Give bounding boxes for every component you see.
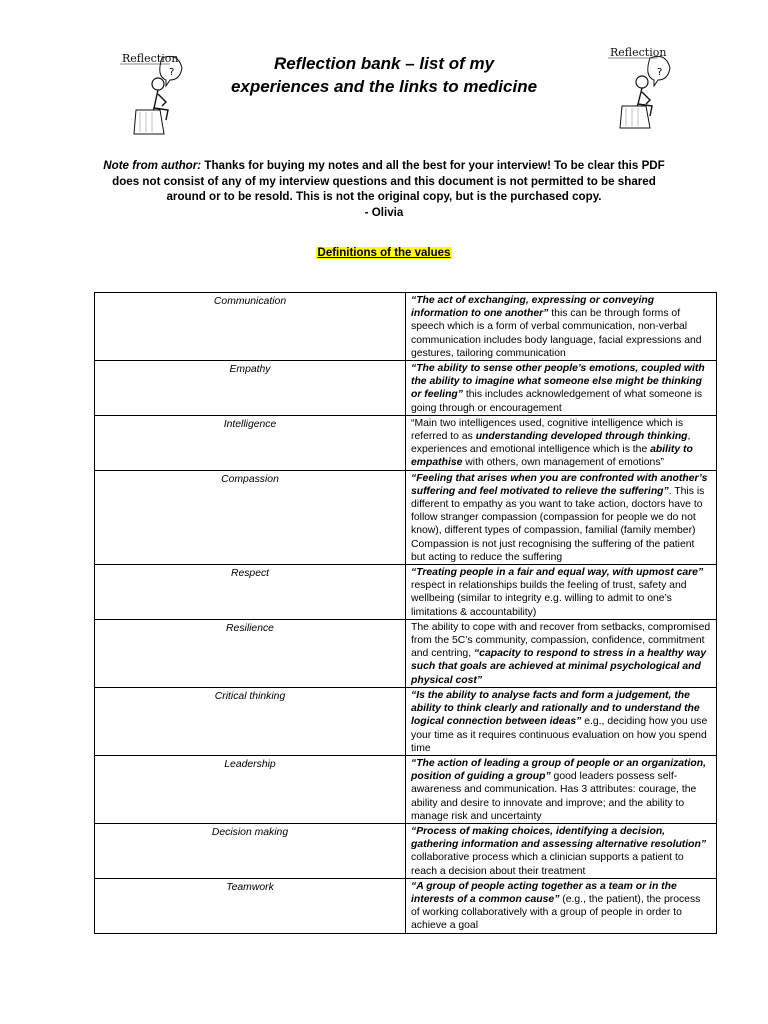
note-lead: Note from author: (103, 159, 202, 172)
definition-segment: “Feeling that arises when you are confronted with another’s suffering and feel motivated to relieve the suffering” (411, 472, 708, 497)
value-definition (406, 619, 717, 687)
value-term: Critical thinking (95, 687, 406, 755)
definition-segment: “capacity to respond to stress in a healthy way such that goals are achieved at minimal psychological and physical cost” (411, 648, 707, 686)
definition-segment: (e.g., the patient), the process of working collaboratively with a group of people in order to achieve a goal (411, 893, 701, 932)
value-definition (406, 878, 717, 933)
definition-segment: “Main two intelligences used, cognitive intelligence which is referred to as (411, 417, 684, 443)
definition-segment: The ability to cope with and recover from setbacks, compromised from the 5C’s community, compassion, confidence, commitment and centring, (411, 621, 711, 660)
table-row (95, 415, 717, 470)
value-definition (406, 755, 717, 823)
definition-segment: respect in relationships builds the feeling of trust, safety and wellbeing (similar to integrity e.g. willing to admit to one’s limitations & accountability) (411, 580, 687, 618)
definition-segment: “Is the ability to analyse facts and form a judgement, the ability to think clearly and rationally and to understand the logical connection between ideas” (411, 689, 700, 728)
definition-segment: “Treating people in a fair and equal way, with upmost care” (411, 567, 704, 579)
definition-segment: e.g., deciding how you use your time as it requires continuous evaluation on how you spend time (411, 716, 708, 754)
table-row (95, 293, 717, 361)
value-term: Respect (95, 565, 406, 620)
svg-text:?: ? (169, 67, 175, 78)
definition-segment: , experiences and emotional intelligence which is the (411, 431, 691, 456)
definition-segment: collaborative process which a clinician supports a patient to reach a decision about their treatment (411, 852, 684, 877)
value-definition (406, 293, 717, 361)
definitions-heading-text: Definitions of the values (317, 247, 451, 259)
definition-segment: with others, own management of emotions” (462, 457, 664, 469)
definition-segment: “Process of making choices, identifying a decision, gathering information and assessing alternative resolution” (411, 825, 707, 851)
value-definition (406, 565, 717, 620)
definition-segment: good leaders possess self-awareness and communication. Has 3 attributes: courage, the ability and desire to innovate and improve; and the ability to manage risk and uncertainty (411, 771, 697, 822)
value-definition (406, 823, 717, 878)
definitions-heading (0, 247, 768, 259)
title-line-2: experiences and the links to medicine (230, 77, 538, 96)
value-term: Intelligence (95, 415, 406, 470)
document-title (190, 52, 578, 98)
value-term: Empathy (95, 361, 406, 416)
value-term: Teamwork (95, 878, 406, 933)
values-table-body (95, 293, 717, 934)
value-term: Leadership (95, 755, 406, 823)
table-row (95, 470, 717, 564)
title-line-1: Reflection bank – list of my (273, 54, 495, 73)
definition-segment: “A group of people acting together as a team or in the interests of a common cause” (411, 880, 677, 905)
table-row (95, 755, 717, 823)
note-body: Thanks for buying my notes and all the best for your interview! To be clear this PDF does not consist of any of my interview questions and this document is not permitted to be shared around or to be resold. This is not the original copy, but is the purchased copy. (112, 159, 665, 203)
definition-segment: understanding developed through thinking (475, 431, 688, 443)
value-term: Decision making (95, 823, 406, 878)
table-row (95, 619, 717, 687)
value-term: Compassion (95, 470, 406, 564)
value-definition (406, 361, 717, 416)
definition-segment: “The action of leading a group of people or an organization, position of guiding a group” (411, 757, 706, 783)
table-row (95, 361, 717, 416)
definition-segment: ability to empathise (411, 444, 693, 469)
note-signature: - Olivia (364, 205, 404, 219)
definition-segment: “The ability to sense other people’s emotions, coupled with the ability to imagine what someone else might be thinking or feeling” (411, 363, 705, 401)
value-definition (406, 415, 717, 470)
figure-caption-left: Reflection (122, 52, 179, 65)
table-row (95, 565, 717, 620)
thinking-figure-right-icon (602, 44, 698, 132)
definition-segment: this can be through forms of speech which is a form of verbal communication, non-verbal communication includes body language, facial expressions and gestures, tailoring communication (411, 308, 702, 359)
value-term: Resilience (95, 619, 406, 687)
value-definition (406, 470, 717, 564)
definition-segment: “The act of exchanging, expressing or conveying information to one another” (411, 295, 655, 320)
definition-segment: this includes acknowledgement of what someone is going through or encouragement (411, 389, 703, 414)
value-definition (406, 687, 717, 755)
values-table (94, 292, 717, 934)
figure-caption-right: Reflection (610, 46, 667, 59)
svg-text:?: ? (657, 67, 663, 78)
author-note (94, 158, 674, 220)
definition-segment: . This is different to empathy as you want to take action, doctors have to follow stranger compassion (compassion for people we do not know), different types of compassion, familial (family member) Compassion is not just recognising the suffering of the patient but acting to reduce the suffering (411, 485, 705, 563)
table-row (95, 878, 717, 933)
table-row (95, 823, 717, 878)
table-row (95, 687, 717, 755)
value-term: Communication (95, 293, 406, 361)
